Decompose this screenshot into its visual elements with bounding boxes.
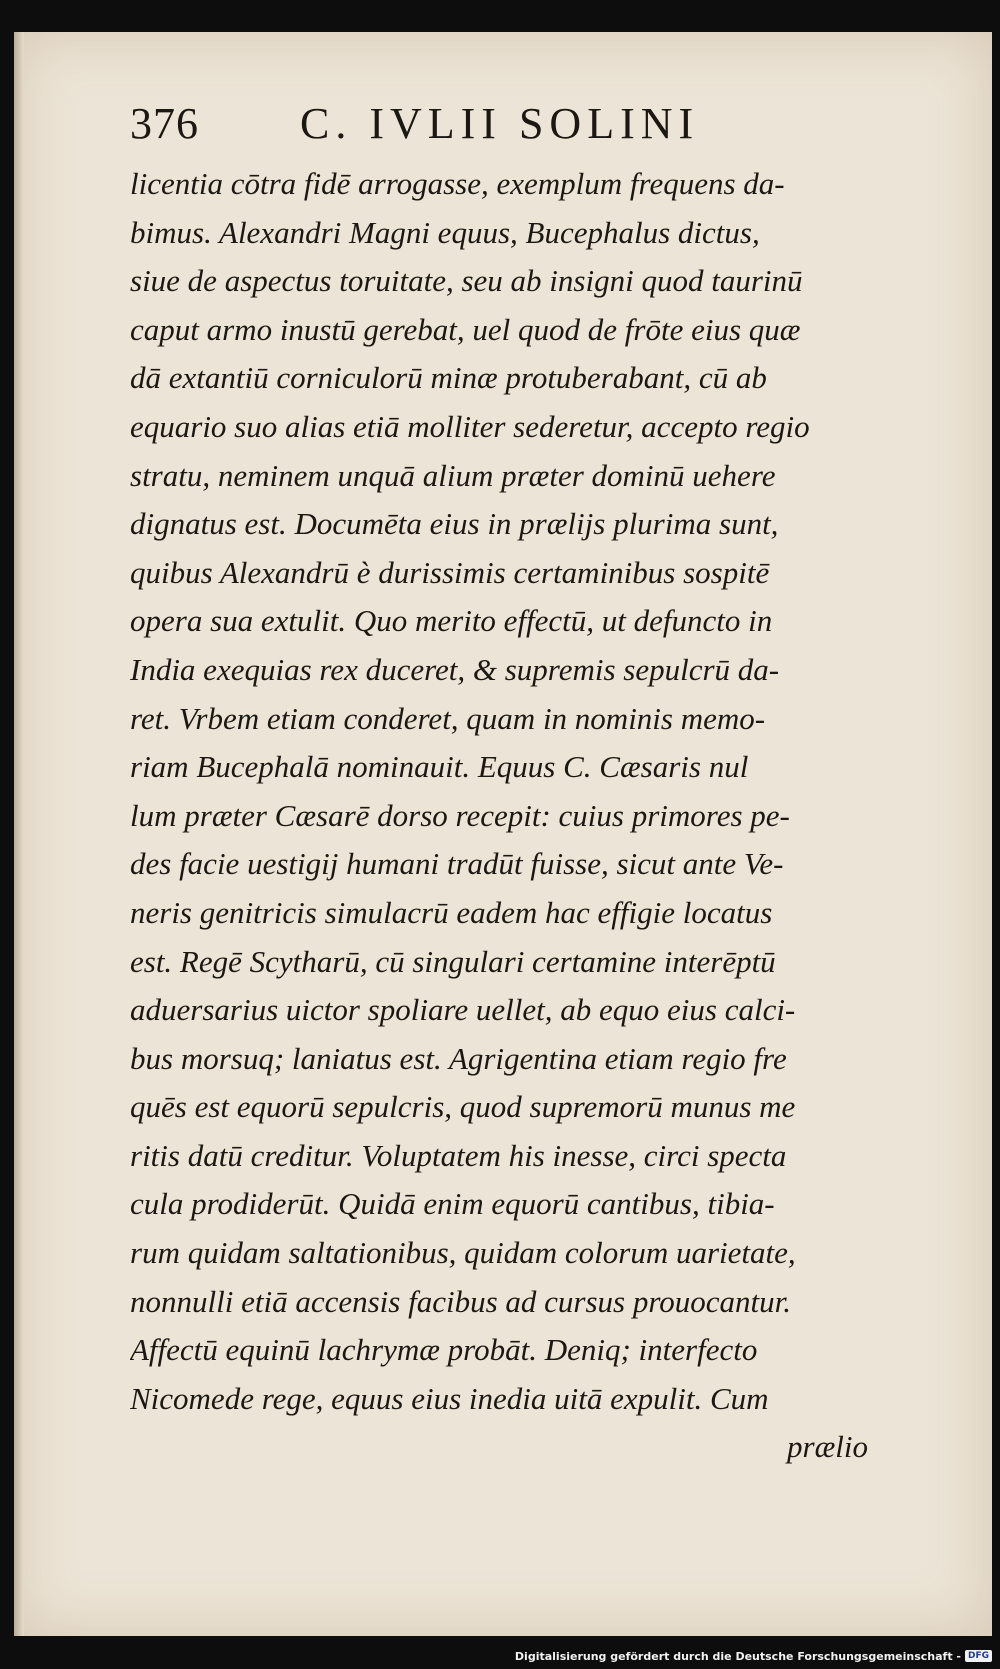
running-title: C. IVLII SOLINI bbox=[300, 99, 700, 148]
text-line: nonnulli etiā accensis facibus ad cursus prouocantur. bbox=[130, 1283, 792, 1319]
text-line: quēs est equorū sepulcris, quod supremorū munus me bbox=[130, 1089, 796, 1125]
text-line: Nicomede rege, equus eius inedia uitā expulit. Cum bbox=[130, 1380, 769, 1416]
text-line: caput armo inustū gerebat, uel quod de frōte eius quæ bbox=[130, 311, 801, 347]
text-line: ritis datū creditur. Voluptatem his inesse, circi specta bbox=[130, 1137, 787, 1173]
text-line: cula prodiderūt. Quidā enim equorū cantibus, tibia- bbox=[130, 1186, 775, 1222]
text-line: dignatus est. Documēta eius in prælijs plurima sunt, bbox=[130, 506, 779, 542]
text-line: ret. Vrbem etiam conderet, quam in nominis memo- bbox=[130, 700, 766, 736]
catchword: prælio bbox=[787, 1429, 868, 1465]
text-line: India exequias rex duceret, & supremis sepulcrū da- bbox=[130, 651, 780, 687]
dfg-logo: DFG bbox=[965, 1650, 992, 1662]
page-gutter bbox=[14, 32, 24, 1636]
text-line: Affectū equinū lachrymæ probāt. Deniq; interfecto bbox=[130, 1332, 758, 1368]
text-line: des facie uestigij humani tradūt fuisse, sicut ante Ve- bbox=[130, 846, 784, 882]
text-line: equario suo alias etiā molliter sederetur, accepto regio bbox=[130, 408, 810, 444]
text-line: siue de aspectus toruitate, seu ab insigni quod taurinū bbox=[130, 263, 803, 299]
text-line: neris genitricis simulacrū eadem hac effigie locatus bbox=[130, 894, 773, 930]
text-line: est. Regē Scytharū, cū singulari certamine interēptū bbox=[130, 943, 776, 979]
text-line: aduersarius uictor spoliare uellet, ab equo eius calci- bbox=[130, 992, 796, 1028]
text-line: lum præter Cæsarē dorso recepit: cuius primores pe- bbox=[130, 797, 790, 833]
text-line: licentia cōtra fidē arrogasse, exemplum frequens da- bbox=[130, 166, 785, 201]
text-line: dā extantiū corniculorū minæ protuberabant, cū ab bbox=[130, 360, 767, 396]
page-number: 376 bbox=[130, 99, 199, 148]
text-line: bus morsuq; laniatus est. Agrigentina etiam regio fre bbox=[130, 1040, 787, 1076]
text-line: riam Bucephalā nominauit. Equus C. Cæsaris nul bbox=[130, 749, 749, 785]
credit-text: Digitalisierung gefördert durch die Deutsche Forschungsgemeinschaft - bbox=[514, 1649, 961, 1663]
page-header bbox=[130, 98, 830, 148]
body-text bbox=[130, 160, 880, 1472]
text-line: quibus Alexandrū è durissimis certaminibus sospitē bbox=[130, 554, 770, 590]
text-line: bimus. Alexandri Magni equus, Bucephalus dictus, bbox=[130, 214, 760, 250]
digitization-credit bbox=[515, 1645, 992, 1667]
text-line: opera sua extulit. Quo merito effectū, ut defuncto in bbox=[130, 603, 773, 639]
text-line: rum quidam saltationibus, quidam colorum uarietate, bbox=[130, 1235, 796, 1271]
text-line: stratu, neminem unquā alium præter dominū uehere bbox=[130, 457, 776, 493]
